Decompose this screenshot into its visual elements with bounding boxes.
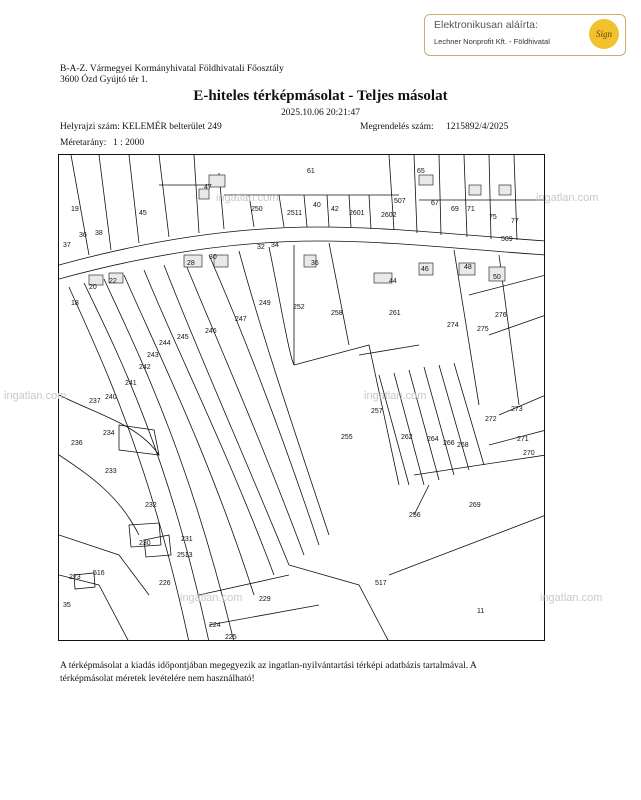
- parcel-number: 264: [427, 436, 439, 443]
- parcel-number: 233: [105, 468, 117, 475]
- parcel-number: 269: [469, 502, 481, 509]
- parcel-number: 42: [331, 206, 339, 213]
- parcel-number: 516: [93, 570, 105, 577]
- order-value: 1215892/4/2025: [446, 122, 509, 132]
- parcel-number: 517: [375, 580, 387, 587]
- parcel-number: 11: [477, 608, 485, 615]
- parcel-number: 36: [79, 232, 87, 239]
- parcel-number: 236: [71, 440, 83, 447]
- parcel-number: 256: [409, 512, 421, 519]
- parcel-number: 241: [125, 380, 137, 387]
- parcel-number: 240: [105, 394, 117, 401]
- parcel-number: 30: [209, 254, 217, 261]
- parcel-label: Helyrajzi szám:: [60, 122, 120, 132]
- parcel-number: 246: [205, 328, 217, 335]
- parcel-number: 255: [341, 434, 353, 441]
- parcel-number: 61: [307, 168, 315, 175]
- parcel-number: 226: [159, 580, 171, 587]
- parcel-number: 223: [69, 574, 81, 581]
- document-title: E-hiteles térképmásolat - Teljes másolat: [193, 88, 448, 104]
- parcel-number: 46: [421, 266, 429, 273]
- parcel-number: 266: [443, 440, 455, 447]
- parcel-number: 19: [71, 206, 79, 213]
- parcel-number: 2511: [287, 210, 303, 217]
- parcel-number: 40: [313, 202, 321, 209]
- parcel-number: 261: [389, 310, 401, 317]
- parcel-number-labels: [63, 168, 535, 641]
- disclaimer: [60, 660, 520, 686]
- parcel-number: 50: [493, 274, 501, 281]
- map-drawing: [59, 155, 545, 641]
- e-signature-box: [424, 14, 626, 56]
- parcel-number: 20: [89, 284, 97, 291]
- parcel-number: 276: [495, 312, 507, 319]
- parcel-number: 77: [511, 218, 519, 225]
- parcel-number: 35: [63, 602, 71, 609]
- watermark: ingatlan.com: [216, 192, 279, 204]
- parcel-number: 272: [485, 416, 497, 423]
- parcel-number: 247: [235, 316, 247, 323]
- scale-label: Méretarány:: [60, 138, 107, 148]
- parcel-number: 37: [63, 242, 71, 249]
- parcel-number: 2602: [381, 212, 397, 219]
- parcel-number: 22: [109, 278, 117, 285]
- order-label: Megrendelés szám:: [360, 122, 434, 132]
- parcel-number: 275: [477, 326, 489, 333]
- signature-seal-icon: Sign: [589, 19, 619, 49]
- parcel-number: 230: [139, 540, 151, 547]
- parcel-number: 244: [159, 340, 171, 347]
- signature-heading: Elektronikusan aláírta:: [434, 19, 538, 31]
- parcel-number: 273: [511, 406, 523, 413]
- parcel-number: 270: [523, 450, 535, 457]
- parcel-number: 45: [139, 210, 147, 217]
- parcel-number: 65: [417, 168, 425, 175]
- parcel-number: 36: [311, 260, 319, 267]
- watermark: ingatlan.com: [540, 592, 603, 604]
- parcel-number: 234: [103, 430, 115, 437]
- parcel-number: 71: [467, 206, 475, 213]
- parcel-number: 38: [95, 230, 103, 237]
- cadastral-map: [58, 154, 545, 641]
- disclaimer-line-2: térképmásolat méretek levételére nem használható!: [60, 674, 255, 684]
- parcel-number: 18: [71, 300, 79, 307]
- parcel-number: 257: [371, 408, 383, 415]
- parcel-number: 250: [251, 206, 263, 213]
- parcel-number: 224: [209, 622, 221, 629]
- parcel-number: 262: [401, 434, 413, 441]
- parcel-number: 232: [145, 502, 157, 509]
- parcel-number: 44: [389, 278, 397, 285]
- parcel-number: 509: [501, 236, 513, 243]
- parcel-number: 28: [187, 260, 195, 267]
- office-name: B-A-Z. Vármegyei Kormányhivatal Földhivatali Főosztály: [60, 64, 284, 74]
- watermark: ingatlan.com: [180, 592, 243, 604]
- watermark: ingatlan.com: [364, 390, 427, 402]
- parcel-number: 67: [431, 200, 439, 207]
- parcel-number: 69: [451, 206, 459, 213]
- parcel-number: 229: [259, 596, 271, 603]
- parcel-number: 2601: [349, 210, 365, 217]
- parcel-number: 231: [181, 536, 193, 543]
- parcel-number: 252: [293, 304, 305, 311]
- parcel-number: 75: [489, 214, 497, 221]
- parcel-number: 34: [271, 242, 279, 249]
- document-timestamp: 2025.10.06 20:21:47: [281, 108, 360, 118]
- signature-signer: Lechner Nonprofit Kft. - Földhivatal: [434, 37, 550, 46]
- parcel-number: 274: [447, 322, 459, 329]
- parcel-number: 507: [394, 198, 406, 205]
- parcel-number: 268: [457, 442, 469, 449]
- parcel-number: 249: [259, 300, 271, 307]
- parcel-number: 47: [204, 184, 212, 191]
- office-address: 3600 Ózd Gyújtó tér 1.: [60, 75, 148, 85]
- parcel-number: 225: [225, 634, 237, 641]
- scale-value: 1 : 2000: [113, 138, 145, 148]
- parcel-number: 237: [89, 398, 101, 405]
- parcel-number: 2513: [177, 552, 193, 559]
- parcel-number: 242: [139, 364, 151, 371]
- parcel-value: KELEMÉR belterület 249: [122, 122, 222, 132]
- parcel-number: 32: [257, 244, 265, 251]
- parcel-number: 258: [331, 310, 343, 317]
- disclaimer-line-1: A térképmásolat a kiadás időpontjában megegyezik az ingatlan-nyilvántartási térképi adatbázis tartalmával. A: [60, 661, 477, 671]
- parcel-number: 243: [147, 352, 159, 359]
- watermark: ingatlan.com: [4, 390, 67, 402]
- parcel-number: 245: [177, 334, 189, 341]
- parcel-number: 271: [517, 436, 529, 443]
- parcel-number: 48: [464, 264, 472, 271]
- watermark: ingatlan.com: [536, 192, 599, 204]
